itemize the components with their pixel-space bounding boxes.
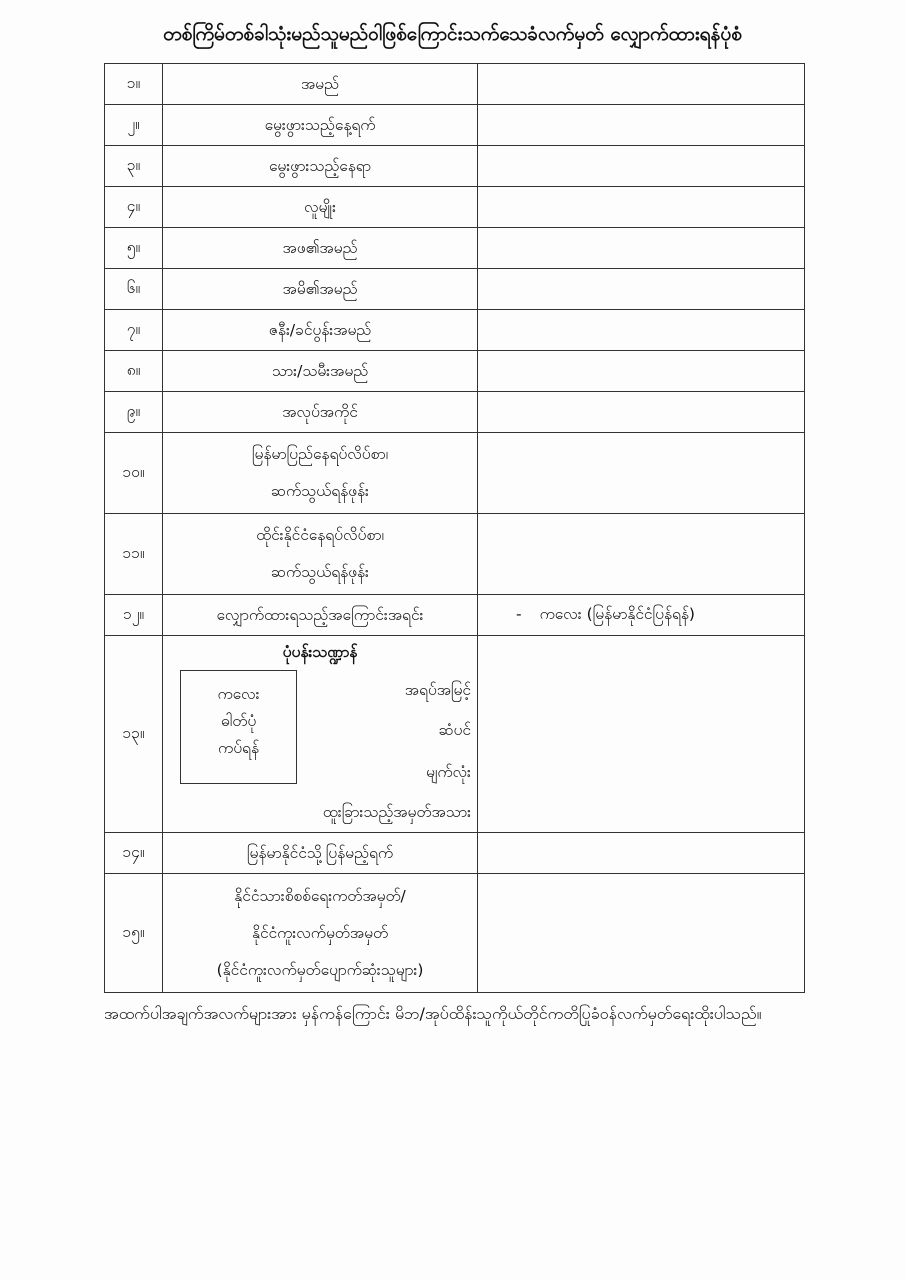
photo-placeholder-box[interactable] [180,670,297,784]
feature-height-label: အရပ်အမြင့် [404,681,471,699]
table-row [105,146,805,187]
table-row [105,433,805,514]
value-field-ethnicity[interactable] [478,187,805,228]
table-row [105,833,805,874]
value-field-name[interactable] [478,64,805,105]
value-field-myanmar-address[interactable] [478,433,805,514]
declaration-statement: အထက်ပါအချက်အလက်များအား မှန်ကန်ကြောင်း မိဘ/အုပ်ထိန်းသူကိုယ်တိုင်ကတိပြုခံဝန်လက်မှတ်ရေးထိုးပါသည်။ [104,1004,762,1023]
row-number: ၇။ [105,310,163,351]
row-number: ၁၄။ [105,833,163,874]
row-number: ၉။ [105,392,163,433]
table-row [105,514,805,595]
table-row [105,310,805,351]
value-field-thailand-address[interactable] [478,514,805,595]
row-label-birth-date: မွေးဖွားသည့်နေ့ရက် [163,105,478,146]
row-number: ၂။ [105,105,163,146]
appearance-title: ပုံပန်းသဏ္ဍာန် [282,643,358,661]
row-label-reason: လျှောက်ထားရသည့်အကြောင်းအရင်း [163,595,478,636]
row-number: ၄။ [105,187,163,228]
row-label-children-names: သား/သမီးအမည် [163,351,478,392]
row-label-myanmar-address: မြန်မာပြည်နေရပ်လိပ်စာ၊ ဆက်သွယ်ရန်ဖုန်း [163,433,478,514]
row-number: ၈။ [105,351,163,392]
table-row [105,874,805,993]
value-field-return-date[interactable] [478,833,805,874]
value-field-birth-date[interactable] [478,105,805,146]
row-number: ၅။ [105,228,163,269]
table-row [105,595,805,636]
value-field-children-names[interactable] [478,351,805,392]
row-label-mother-name: အမိ၏အမည် [163,269,478,310]
row-number: ၁၀။ [105,433,163,514]
row-label-thailand-address: ထိုင်းနိုင်ငံနေရပ်လိပ်စာ၊ ဆက်သွယ်ရန်ဖုန်း [163,514,478,595]
feature-marks-label: ထူးခြားသည့်အမှတ်အသား [322,803,471,821]
table-row [105,392,805,433]
reason-dash: - [516,604,522,623]
value-field-reason[interactable] [478,595,805,636]
row-label-id-passport: နိုင်ငံသားစိစစ်ရေးကတ်အမှတ်/ နိုင်ငံကူးလက်မှတ်အမှတ် (နိုင်ငံကူးလက်မှတ်ပျောက်ဆုံးသူများ) [163,874,478,993]
value-field-mother-name[interactable] [478,269,805,310]
row-label-return-date: မြန်မာနိုင်ငံသို့ပြန်မည့်ရက် [163,833,478,874]
row-number: ၁၂။ [105,595,163,636]
photo-box-line: ဓါတ်ပုံ [220,712,257,730]
row-label-father-name: အဖ၏အမည် [163,228,478,269]
value-field-father-name[interactable] [478,228,805,269]
table-row [105,269,805,310]
row-label-birth-place: မွေးဖွားသည့်နေရာ [163,146,478,187]
row-label-ethnicity: လူမျိုး [163,187,478,228]
row-number: ၃။ [105,146,163,187]
photo-box-line: ကလေး [217,685,260,703]
table-row [105,187,805,228]
table-row [105,105,805,146]
value-field-spouse-name[interactable] [478,310,805,351]
table-row [105,228,805,269]
feature-hair-label: ဆံပင် [438,721,471,739]
form-title: တစ်ကြိမ်တစ်ခါသုံးမည်သူမည်ဝါဖြစ်ကြောင်းသက်သေခံလက်မှတ် လျှောက်ထားရန်ပုံစံ [163,23,742,45]
row-label-spouse-name: ဇနီး/ခင်ပွန်းအမည် [163,310,478,351]
photo-box-line: ကပ်ရန် [218,739,259,757]
row-number: ၁၅။ [105,874,163,993]
row-number: ၁၃။ [105,636,163,833]
value-field-occupation[interactable] [478,392,805,433]
row-label-name: အမည် [163,64,478,105]
feature-eyes-label: မျက်လုံး [426,763,471,781]
application-form-table [104,63,805,993]
row-label-occupation: အလုပ်အကိုင် [163,392,478,433]
table-row [105,636,805,833]
appearance-cell [163,636,478,833]
table-row [105,64,805,105]
table-row [105,351,805,392]
row-number: ၆။ [105,269,163,310]
reason-value: ကလေး (မြန်မာနိုင်ငံပြန်ရန်) [539,604,695,623]
row-number: ၁၁။ [105,514,163,595]
value-field-appearance[interactable] [478,636,805,833]
value-field-id-passport[interactable] [478,874,805,993]
value-field-birth-place[interactable] [478,146,805,187]
row-number: ၁။ [105,64,163,105]
